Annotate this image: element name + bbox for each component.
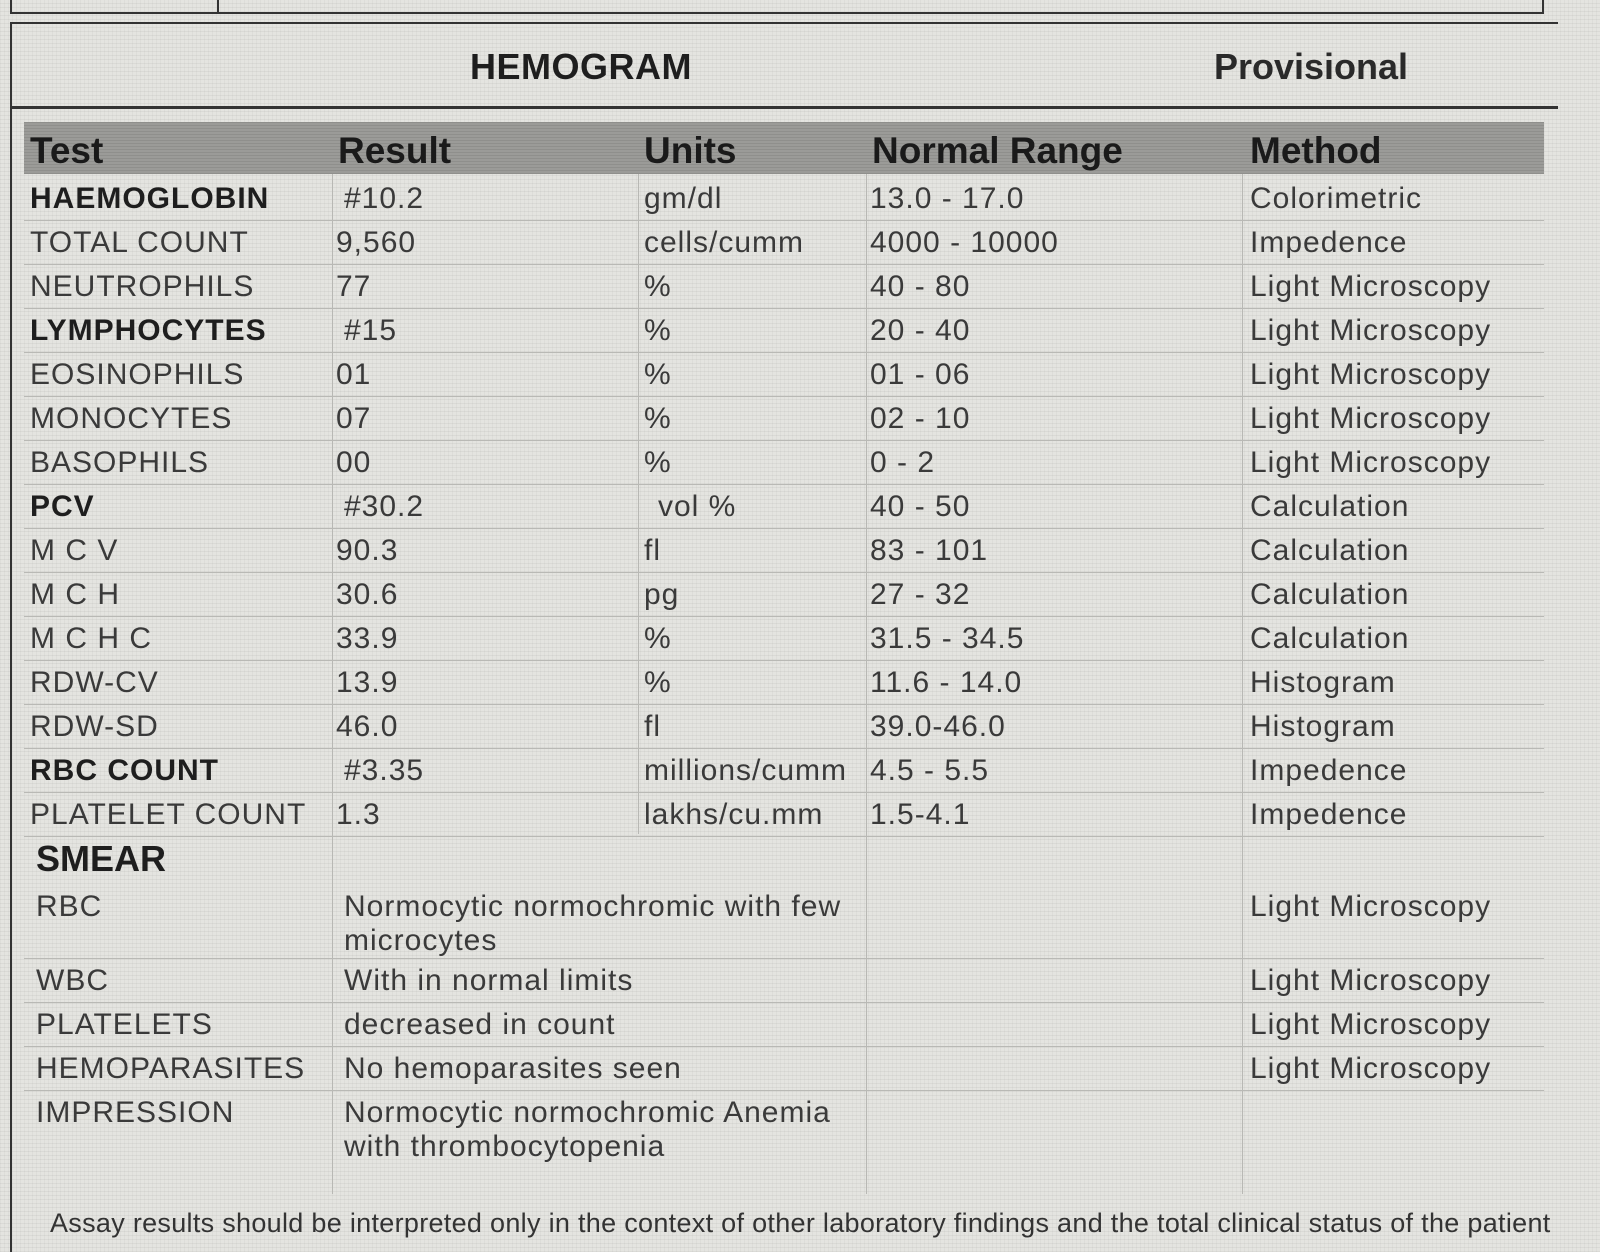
table-row <box>24 748 1544 793</box>
cell-method: Light Microscopy <box>1250 314 1492 347</box>
smear-cell-test: PLATELETS <box>36 1008 213 1041</box>
cell-test: RDW-SD <box>30 710 159 743</box>
report-title: HEMOGRAM <box>470 46 692 87</box>
cell-method: Impedence <box>1250 798 1408 831</box>
cell-normal-range: 02 - 10 <box>870 402 971 435</box>
table-row <box>24 440 1544 485</box>
cell-method: Histogram <box>1250 710 1396 743</box>
cell-test: MONOCYTES <box>30 402 233 435</box>
smear-cell-test: HEMOPARASITES <box>36 1052 306 1085</box>
cell-method: Calculation <box>1250 490 1410 523</box>
smear-cell-result: decreased in count <box>344 1008 616 1041</box>
cell-normal-range: 83 - 101 <box>870 534 989 567</box>
smear-section-title: SMEAR <box>36 838 167 879</box>
cell-method: Light Microscopy <box>1250 358 1492 391</box>
cell-result: 01 <box>336 358 372 391</box>
table-row <box>24 308 1544 353</box>
cell-result: 00 <box>336 446 372 479</box>
smear-row <box>24 958 1544 1003</box>
table-row <box>24 484 1544 529</box>
cell-units: fl <box>644 710 661 743</box>
cell-result: 46.0 <box>336 710 399 743</box>
table-row <box>24 396 1544 441</box>
footer-disclaimer: Assay results should be interpreted only in the context of other laboratory findings and the total clinical status of the patient <box>50 1208 1551 1238</box>
cell-normal-range: 0 - 2 <box>870 446 936 479</box>
cell-units: vol % <box>658 490 737 523</box>
cell-test: TOTAL COUNT <box>30 226 249 259</box>
cell-units: % <box>644 622 672 655</box>
cell-result: #10.2 <box>344 182 425 215</box>
table-row <box>24 660 1544 705</box>
table-row <box>24 792 1544 837</box>
cell-normal-range: 11.6 - 14.0 <box>870 666 1023 699</box>
smear-row <box>24 1046 1544 1091</box>
smear-cell-method: Light Microscopy <box>1250 964 1492 997</box>
table-row <box>24 528 1544 573</box>
table-row <box>24 220 1544 265</box>
cell-normal-range: 39.0-46.0 <box>870 710 1006 743</box>
cell-method: Calculation <box>1250 534 1410 567</box>
cell-test: M C H <box>30 578 120 611</box>
cell-result: 90.3 <box>336 534 399 567</box>
cell-units: cells/cumm <box>644 226 805 259</box>
cell-normal-range: 4000 - 10000 <box>870 226 1059 259</box>
smear-cell-test: IMPRESSION <box>36 1096 235 1129</box>
cell-units: % <box>644 666 672 699</box>
top-border-divider <box>217 0 219 12</box>
cell-units: % <box>644 314 672 347</box>
cell-units: % <box>644 270 672 303</box>
smear-cell-result: With in normal limits <box>344 964 634 997</box>
header-normal-range: Normal Range <box>872 130 1123 171</box>
cell-normal-range: 40 - 50 <box>870 490 971 523</box>
cell-method: Calculation <box>1250 622 1410 655</box>
smear-cell-test: RBC <box>36 890 103 923</box>
cell-method: Colorimetric <box>1250 182 1423 215</box>
cell-method: Impedence <box>1250 226 1408 259</box>
smear-cell-test: WBC <box>36 964 109 997</box>
cell-result: 13.9 <box>336 666 399 699</box>
table-row <box>24 352 1544 397</box>
cell-method: Histogram <box>1250 666 1396 699</box>
smear-row <box>24 884 1544 959</box>
cell-units: % <box>644 446 672 479</box>
cell-normal-range: 1.5-4.1 <box>870 798 971 831</box>
header-test: Test <box>30 130 104 171</box>
cell-method: Light Microscopy <box>1250 270 1492 303</box>
cell-units: lakhs/cu.mm <box>644 798 824 831</box>
table-row <box>24 572 1544 617</box>
header-result: Result <box>338 130 452 171</box>
cell-result: 77 <box>336 270 372 303</box>
cell-result: 33.9 <box>336 622 399 655</box>
cell-test: PCV <box>30 490 95 523</box>
smear-cell-result: Normocytic normochromic Anemia with thrombocytopenia <box>344 1096 831 1163</box>
cell-test: HAEMOGLOBIN <box>30 182 270 215</box>
cell-method: Light Microscopy <box>1250 402 1492 435</box>
cell-test: EOSINOPHILS <box>30 358 245 391</box>
cell-normal-range: 01 - 06 <box>870 358 971 391</box>
header-units: Units <box>644 130 737 171</box>
cell-test: M C V <box>30 534 119 567</box>
cell-method: Light Microscopy <box>1250 446 1492 479</box>
table-row <box>24 704 1544 749</box>
cell-normal-range: 4.5 - 5.5 <box>870 754 990 787</box>
smear-row <box>24 1090 1544 1170</box>
table-header-row <box>24 122 1544 174</box>
cell-result: 30.6 <box>336 578 399 611</box>
cell-units: gm/dl <box>644 182 723 215</box>
cell-result: 9,560 <box>336 226 417 259</box>
cell-test: LYMPHOCYTES <box>30 314 267 347</box>
table-row <box>24 264 1544 309</box>
cell-result: 07 <box>336 402 372 435</box>
cell-units: % <box>644 402 672 435</box>
cell-test: M C H C <box>30 622 152 655</box>
report-status: Provisional <box>1214 46 1409 87</box>
header-method: Method <box>1250 130 1382 171</box>
cell-result: #3.35 <box>344 754 425 787</box>
cell-result: 1.3 <box>336 798 381 831</box>
cell-test: PLATELET COUNT <box>30 798 307 831</box>
cell-normal-range: 13.0 - 17.0 <box>870 182 1025 215</box>
cell-normal-range: 31.5 - 34.5 <box>870 622 1025 655</box>
smear-cell-result: Normocytic normochromic with few microcytes <box>344 890 842 957</box>
smear-cell-result: No hemoparasites seen <box>344 1052 682 1085</box>
cell-normal-range: 40 - 80 <box>870 270 971 303</box>
table-row <box>24 176 1544 221</box>
cell-test: RBC COUNT <box>30 754 219 787</box>
smear-cell-method: Light Microscopy <box>1250 890 1492 923</box>
cell-units: millions/cumm <box>644 754 848 787</box>
cell-units: pg <box>644 578 680 611</box>
cell-result: #15 <box>344 314 398 347</box>
cell-test: RDW-CV <box>30 666 159 699</box>
cell-test: NEUTROPHILS <box>30 270 255 303</box>
cell-normal-range: 20 - 40 <box>870 314 971 347</box>
smear-row <box>24 1002 1544 1047</box>
cell-units: fl <box>644 534 661 567</box>
smear-cell-method: Light Microscopy <box>1250 1052 1492 1085</box>
cell-units: % <box>644 358 672 391</box>
cell-method: Impedence <box>1250 754 1408 787</box>
smear-cell-method: Light Microscopy <box>1250 1008 1492 1041</box>
cell-result: #30.2 <box>344 490 425 523</box>
top-border-strip <box>10 0 1544 14</box>
table-row <box>24 616 1544 661</box>
cell-method: Calculation <box>1250 578 1410 611</box>
cell-test: BASOPHILS <box>30 446 210 479</box>
cell-normal-range: 27 - 32 <box>870 578 971 611</box>
